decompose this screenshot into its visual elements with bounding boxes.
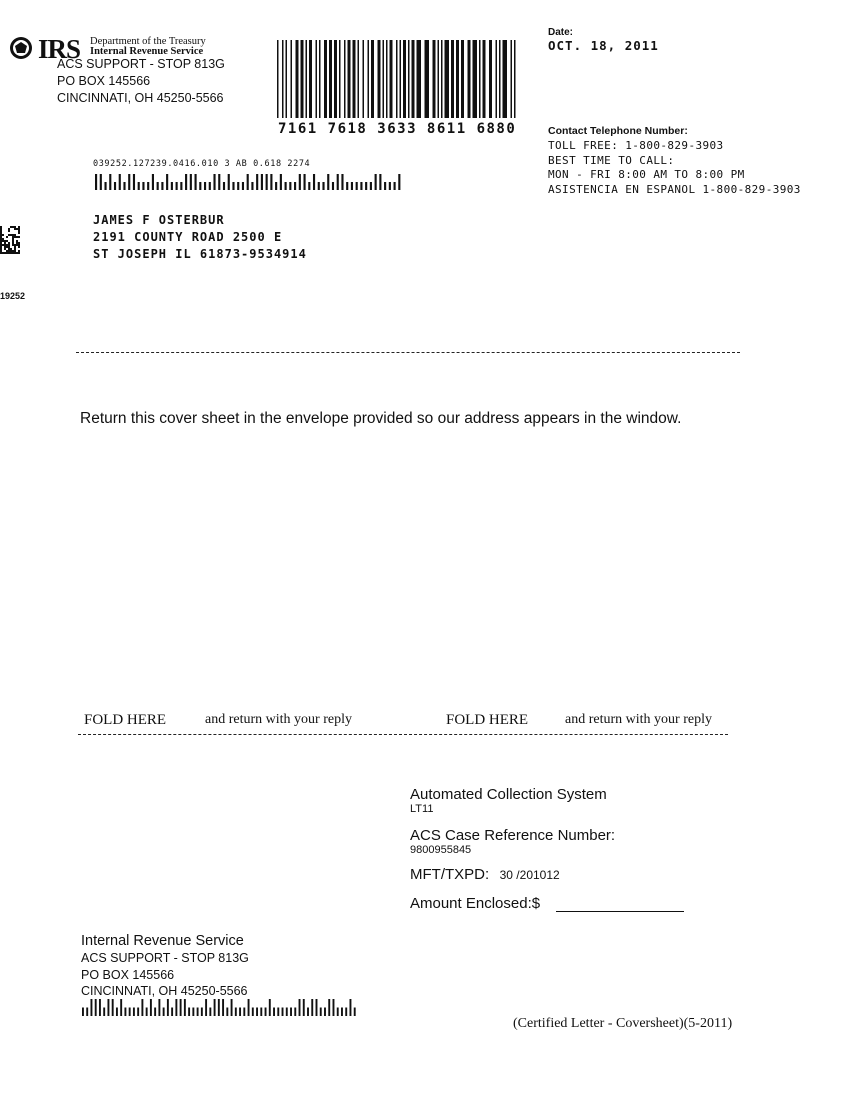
toll-free: TOLL FREE: 1-800-829-3903 — [548, 138, 724, 152]
side-code: 19252 — [0, 291, 26, 301]
date-value: OCT. 18, 2011 — [548, 38, 659, 53]
mft-label: MFT/TXPD: — [410, 866, 490, 883]
mft-row — [410, 866, 615, 884]
fold-line — [78, 734, 728, 735]
window-divider — [76, 352, 740, 353]
sender-line-2: PO BOX 145566 — [57, 74, 151, 88]
return-line-1: ACS SUPPORT - STOP 813G — [81, 951, 249, 965]
amount-enclosed-label: Amount Enclosed:$ — [410, 895, 541, 912]
return-instruction: Return this cover sheet in the envelope provided so our address appears in the window. — [80, 410, 682, 427]
sequence-line: 039252.127239.0416.010 3 AB 0.618 2274 — [93, 159, 311, 169]
mft-value: 30 /201012 — [499, 868, 560, 882]
fold-text-1: and return with your reply — [205, 712, 352, 727]
tracking-barcode — [277, 40, 520, 118]
sender-line-3: CINCINNATI, OH 45250-5566 — [57, 91, 224, 105]
department-name — [90, 37, 206, 57]
recipient-city: ST JOSEPH IL 61873-9534914 — [93, 247, 307, 261]
return-postnet-barcode — [82, 999, 358, 1016]
spanish-assistance: ASISTENCIA EN ESPANOL 1-800-829-3903 — [548, 183, 801, 197]
acs-letter-code: LT11 — [410, 803, 434, 815]
return-line-3: CINCINNATI, OH 45250-5566 — [81, 984, 248, 998]
recipient-address — [93, 212, 307, 263]
call-hours: MON - FRI 8:00 AM TO 8:00 PM — [548, 168, 745, 182]
form-identifier: (Certified Letter - Coversheet)(5-2011) — [513, 1016, 733, 1031]
date-label: Date: — [548, 27, 574, 38]
dept-line-1: Department of the Treasury — [90, 36, 206, 47]
sender-address — [57, 56, 225, 107]
sender-line-1: ACS SUPPORT - STOP 813G — [57, 57, 225, 71]
contact-label: Contact Telephone Number: — [548, 125, 688, 137]
fold-text-2: and return with your reply — [565, 712, 712, 727]
return-title: Internal Revenue Service — [81, 933, 244, 949]
postnet-barcode — [95, 174, 403, 190]
fold-label-2: FOLD HERE — [446, 712, 529, 728]
case-ref-number: 9800955845 — [410, 844, 472, 856]
acs-system-title: Automated Collection System — [410, 786, 607, 803]
acs-info — [410, 786, 615, 912]
irs-return-address — [81, 933, 249, 1000]
2d-matrix-code — [0, 226, 20, 254]
contact-block — [548, 124, 801, 198]
recipient-street: 2191 COUNTY ROAD 2500 E — [93, 230, 283, 244]
recipient-name: JAMES F OSTERBUR — [93, 213, 225, 227]
fold-label-1: FOLD HERE — [84, 712, 167, 728]
best-time-label: BEST TIME TO CALL: — [548, 153, 675, 167]
return-line-2: PO BOX 145566 — [81, 967, 175, 982]
irs-logo-text: IRS — [38, 34, 81, 64]
irs-eagle-logo-icon — [8, 36, 34, 60]
amount-enclosed-field[interactable] — [556, 911, 684, 912]
dept-line-2: Internal Revenue Service — [90, 46, 204, 57]
case-ref-label: ACS Case Reference Number: — [410, 827, 616, 844]
barcode-digits: 7161 7618 3633 8611 6880 — [278, 121, 517, 137]
